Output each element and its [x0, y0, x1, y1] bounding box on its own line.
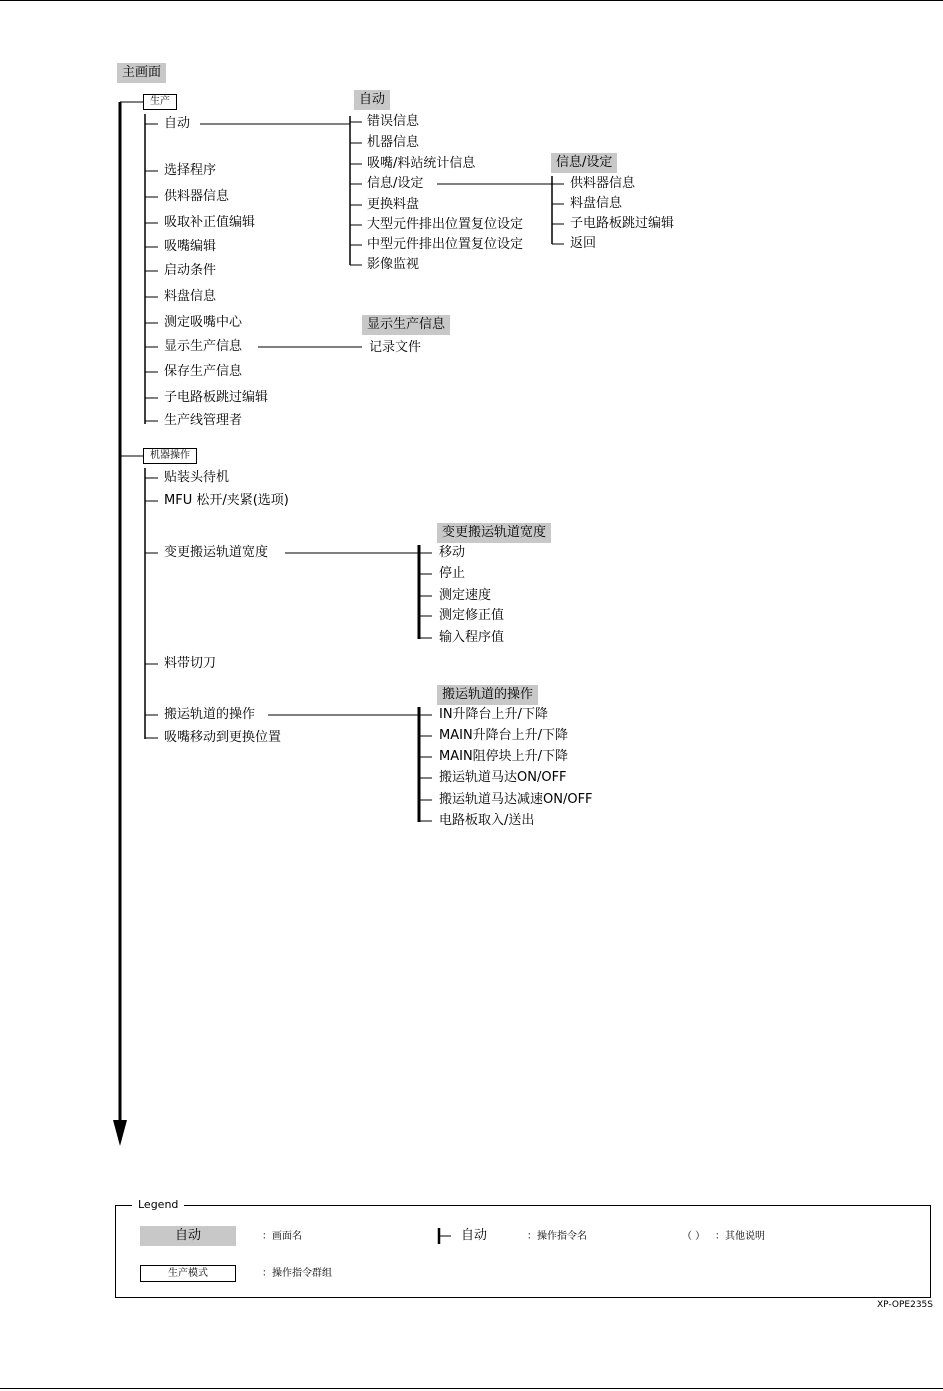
prod-item-nozzle-edit: 吸嘴编辑: [164, 239, 217, 254]
screen-display-title: 显示生产信息: [362, 315, 450, 335]
prod-item-nozzle-center: 测定吸嘴中心: [164, 315, 243, 330]
auto-item-info-settings: 信息/设定: [367, 176, 424, 191]
auto-item-nozzle-stats: 吸嘴/料站统计信息: [367, 156, 476, 171]
auto-item-medium-reset: 中型元件排出位置复位设定: [367, 237, 524, 252]
width-item-move: 移动: [439, 545, 466, 560]
prod-item-tray-info: 料盘信息: [164, 289, 217, 304]
root-screen-label: 主画面: [117, 63, 166, 83]
prod-item-pick-offset: 吸取补正值编辑: [164, 215, 256, 230]
mach-item-conveyor-ops: 搬运轨道的操作: [164, 707, 256, 722]
auto-item-large-reset: 大型元件排出位置复位设定: [367, 217, 524, 232]
auto-item-machine-info: 机器信息: [367, 135, 420, 150]
info-item-tray: 料盘信息: [570, 196, 623, 211]
width-item-stop: 停止: [439, 566, 466, 581]
legend-group-sample: 生产模式: [140, 1265, 236, 1282]
prod-item-display-info: 显示生产信息: [164, 339, 243, 354]
auto-item-change-tray: 更换料盘: [367, 197, 420, 212]
mach-item-mfu-clamp: MFU 松开/夹紧(选项): [164, 493, 289, 508]
prod-item-subboard-skip: 子电路板跳过编辑: [164, 390, 269, 405]
mach-item-change-width: 变更搬运轨道宽度: [164, 545, 269, 560]
document-id: XP-OPE235S: [877, 1300, 933, 1310]
legend-group-desc: ：操作指令群组: [262, 1268, 332, 1279]
auto-item-image-monitor: 影像监视: [367, 257, 420, 272]
screen-info-title: 信息/设定: [551, 153, 617, 173]
auto-item-error-info: 错误信息: [367, 114, 420, 129]
width-item-measure-speed: 测定速度: [439, 588, 492, 603]
legend-command-desc: ：操作指令名: [527, 1231, 587, 1242]
prod-item-start-condition: 启动条件: [164, 263, 217, 278]
flow-arrow-head: [113, 1120, 127, 1146]
conv-item-board-in-out: 电路板取入/送出: [439, 813, 535, 828]
conv-item-motor: 搬运轨道马达ON/OFF: [439, 770, 567, 785]
screen-conveyor-title: 搬运轨道的操作: [437, 685, 538, 705]
prod-item-feeder-info: 供料器信息: [164, 189, 230, 204]
prod-item-select-program: 选择程序: [164, 163, 217, 178]
width-item-measure-correction: 测定修正值: [439, 608, 505, 623]
conv-item-main-stopper: MAIN阻停块上升/下降: [439, 749, 569, 764]
info-item-feeder: 供料器信息: [570, 176, 636, 191]
width-item-program-value: 输入程序值: [439, 630, 505, 645]
mach-item-nozzle-move: 吸嘴移动到更换位置: [164, 730, 282, 745]
prod-item-line-manager: 生产线管理者: [164, 413, 243, 428]
legend-command-sample: 自动: [461, 1228, 488, 1243]
group-machine-ops: 机器操作: [143, 448, 197, 464]
group-production: 生产: [143, 94, 177, 110]
info-item-subboard-skip: 子电路板跳过编辑: [570, 216, 675, 231]
conv-item-in-lift: IN升降台上升/下降: [439, 707, 548, 722]
prod-item-save-info: 保存生产信息: [164, 364, 243, 379]
legend-title: Legend: [132, 1198, 184, 1212]
info-item-return: 返回: [570, 236, 597, 251]
mach-item-head-standby: 贴装头待机: [164, 470, 230, 485]
conv-item-motor-slow: 搬运轨道马达减速ON/OFF: [439, 792, 593, 807]
legend-screen-sample: 自动: [140, 1226, 236, 1246]
display-item-log-file: 记录文件: [369, 340, 422, 355]
legend-paren-desc: ：其他说明: [715, 1231, 765, 1242]
mach-item-tape-cutter: 料带切刀: [164, 656, 217, 671]
legend-command-marker: [436, 1227, 452, 1245]
legend-screen-desc: ：画面名: [262, 1231, 302, 1242]
legend-paren-sample: （ ）: [682, 1231, 706, 1242]
screen-auto-title: 自动: [354, 90, 390, 110]
prod-item-auto: 自动: [164, 116, 191, 131]
legend-box: [115, 1198, 931, 1298]
conv-item-main-lift: MAIN升降台上升/下降: [439, 728, 569, 743]
screen-width-title: 变更搬运轨道宽度: [437, 523, 551, 543]
